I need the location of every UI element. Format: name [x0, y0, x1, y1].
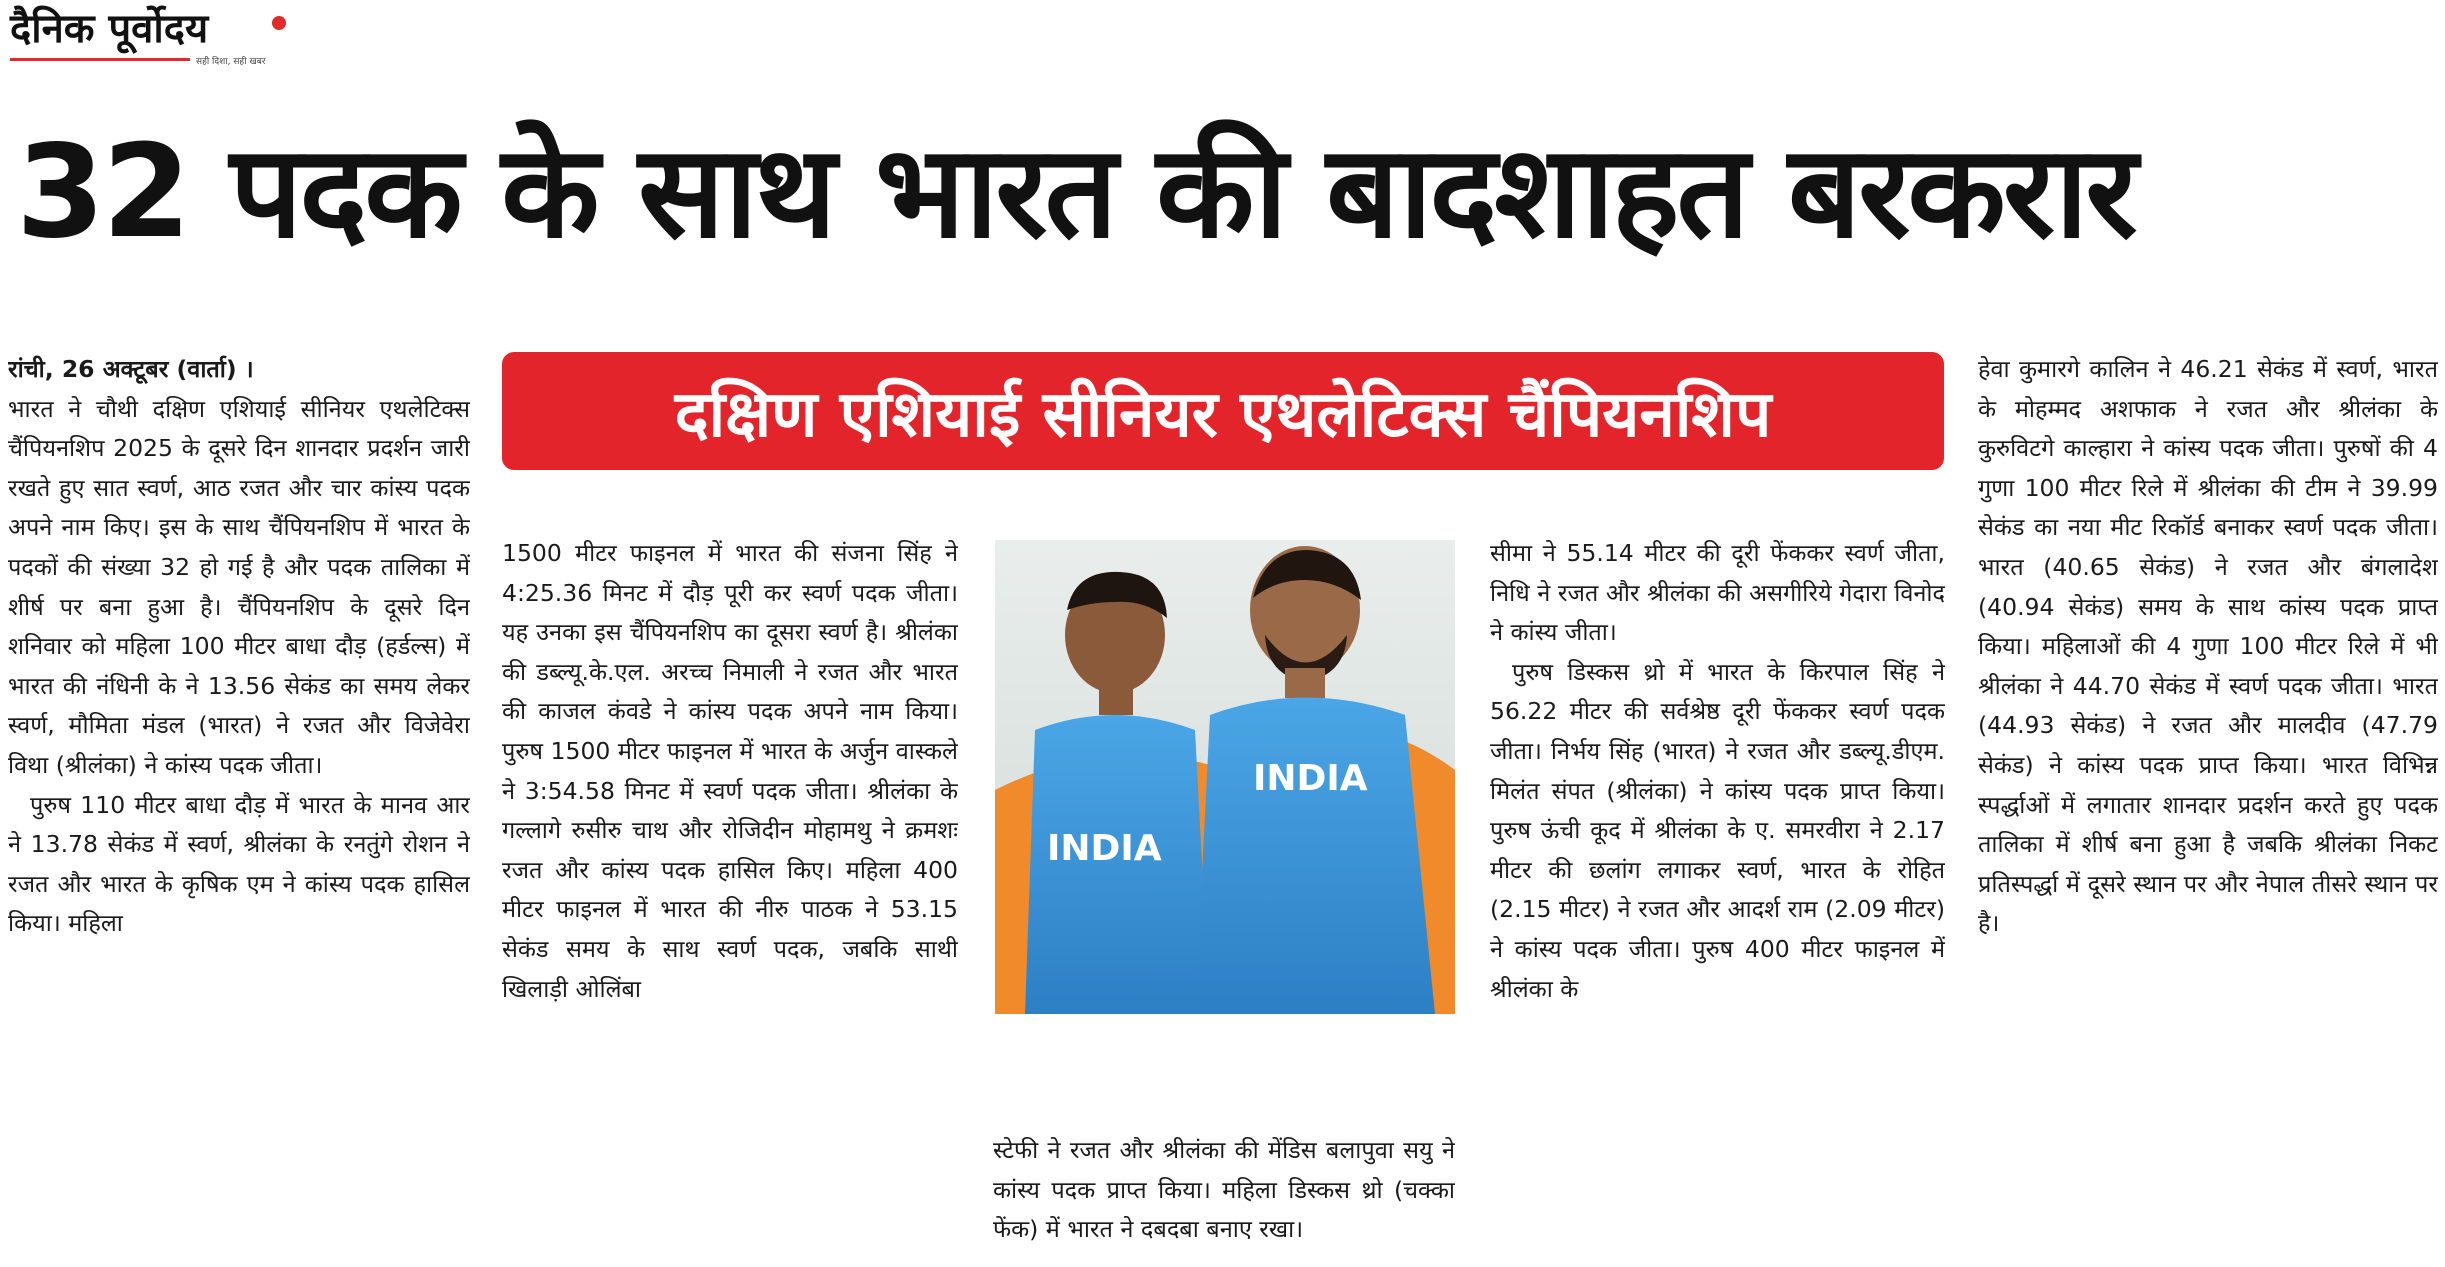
paragraph: भारत ने चौथी दक्षिण एशियाई सीनियर एथलेटिक्स चैंपियनशिप 2025 के दूसरे दिन शानदार प्रदर्शन जारी रखते हुए सात स्वर्ण, आठ रजत और चार कांस्य पदक अपने नाम किए। इस के साथ चैंपियनशिप में भारत के पदकों की संख्या 32 हो गई है और पदक तालिका में शीर्ष पर बना हुआ है। चैंपियनशिप के दूसरे दिन शनिवार को महिला 100 मीटर बाधा दौड़ (हर्डल्स) में भारत की नंधिनी के ने 13.56 सेकंड का समय लेकर स्वर्ण, मौमिता मंडल (भारत) ने रजत और विजेवेरा विथा (श्रीलंका) ने कांस्य पदक जीता। [8, 394, 470, 779]
athletes-photo-illustration [995, 540, 1455, 1014]
masthead-tagline: सही दिशा, सही खबर [196, 57, 266, 67]
dateline-text: रांची, 26 अक्टूबर (वार्ता) । [8, 355, 254, 383]
logo-dot-icon [272, 16, 286, 30]
paragraph: पुरुष 110 मीटर बाधा दौड़ में भारत के मानव आर ने 13.78 सेकंड में स्वर्ण, श्रीलंका के रनतुंगे रोशन ने रजत और भारत के कृषिक एम ने कांस्य पदक हासिल किया। महिला [8, 790, 470, 938]
paragraph: हेवा कुमारगे कालिन ने 46.21 सेकंड में स्वर्ण, भारत के मोहम्मद अशफाक ने रजत और श्रीलंका के कुरुविटगे काल्हारा ने कांस्य पदक जीता। पुरुषों की 4 गुणा 100 मीटर रिले में श्रीलंका की टीम ने 39.99 सेकंड का नया मीट रिकॉर्ड बनाकर स्वर्ण पदक जीता। भारत (40.65 सेकंड) ने रजत और बंगलादेश (40.94 सेकंड) समय के साथ कांस्य पदक प्राप्त किया। महिलाओं की 4 गुणा 100 मीटर रिले में भी श्रीलंका ने 44.70 सेकंड में स्वर्ण पदक जीता। भारत (44.93 सेकंड) ने रजत और मालदीव (47.79 सेकंड) ने कांस्य पदक प्राप्त किया। भारत विभिन्न स्पर्द्धाओं में लगातार शानदार प्रदर्शन करते हुए पदक तालिका में शीर्ष बना हुआ है जबकि श्रीलंका निकट प्रतिस्पर्द्धा में दूसरे स्थान पर और नेपाल तीसरे स्थान पर है। [1978, 355, 2438, 938]
article-column-1 [8, 350, 470, 1260]
jersey-left-text: INDIA [1047, 828, 1162, 869]
article-column-5 [1978, 350, 2438, 1260]
article-column-4 [1490, 534, 1945, 1260]
paragraph: सीमा ने 55.14 मीटर की दूरी फेंककर स्वर्ण जीता, निधि ने रजत और श्रीलंका की असगीरिये गेदारा विनोद ने कांस्य जीता। [1490, 539, 1945, 647]
headline: 32 पदक के साथ भारत की बादशाहत बरकरार [16, 118, 2135, 267]
paragraph: 1500 मीटर फाइनल में भारत की संजना सिंह ने 4:25.36 मिनट में दौड़ पूरी कर स्वर्ण पदक जीता। यह उनका इस चैंपियनशिप का दूसरा स्वर्ण है। श्रीलंका की डब्ल्यू.के.एल. अरच्च निमाली ने रजत और भारत की काजल कंवडे ने कांस्य पदक अपने नाम किया। पुरुष 1500 मीटर फाइनल में भारत के अर्जुन वास्कले ने 3:54.58 मिनट में स्वर्ण पदक जीता। श्रीलंका के गल्लागे रुसीरु चाथ और रोजिदीन मोहामथु ने क्रमशः रजत और कांस्य पदक हासिल किए। महिला 400 मीटर फाइनल में भारत की नीरु पाठक ने 53.15 सेकंड समय के साथ स्वर्ण पदक, जबकि साथी खिलाड़ी ओलिंबा [502, 539, 958, 1003]
article-column-2 [502, 534, 958, 1260]
paragraph: पुरुष डिस्कस थ्रो में भारत के किरपाल सिंह ने 56.22 मीटर की सर्वश्रेष्ठ दूरी फेंककर स्वर्ण पदक जीता। निर्भय सिंह (भारत) ने रजत और डब्ल्यू.डीएम. मिलंत संपत (श्रीलंका) ने कांस्य पदक प्राप्त किया। पुरुष ऊंची कूद में श्रीलंका के ए. समरवीरा ने 2.17 मीटर की छलांग लगाकर स्वर्ण, भारत के रोहित (2.15 मीटर) ने रजत और आदर्श राम (2.09 मीटर) ने कांस्य पदक जीता। पुरुष 400 मीटर फाइनल में श्रीलंका के [1490, 657, 1945, 1003]
paragraph: स्टेफी ने रजत और श्रीलंका की मेंडिस बलापुवा सयु ने कांस्य पदक प्राप्त किया। महिला डिस्कस थ्रो (चक्का फेंक) में भारत ने दबदबा बनाए रखा। [993, 1136, 1455, 1244]
section-banner [502, 352, 1944, 470]
masthead-name: दैनिक पूर्वोदय [10, 6, 209, 52]
article-column-3 [993, 1131, 1455, 1261]
athletes-photo [995, 540, 1455, 1014]
dateline [8, 350, 470, 390]
masthead-logo [10, 4, 290, 70]
banner-text: दक्षिण एशियाई सीनियर एथलेटिक्स चैंपियनशिप [674, 377, 1772, 452]
jersey-right-text: INDIA [1253, 758, 1368, 799]
logo-underline [10, 58, 190, 61]
